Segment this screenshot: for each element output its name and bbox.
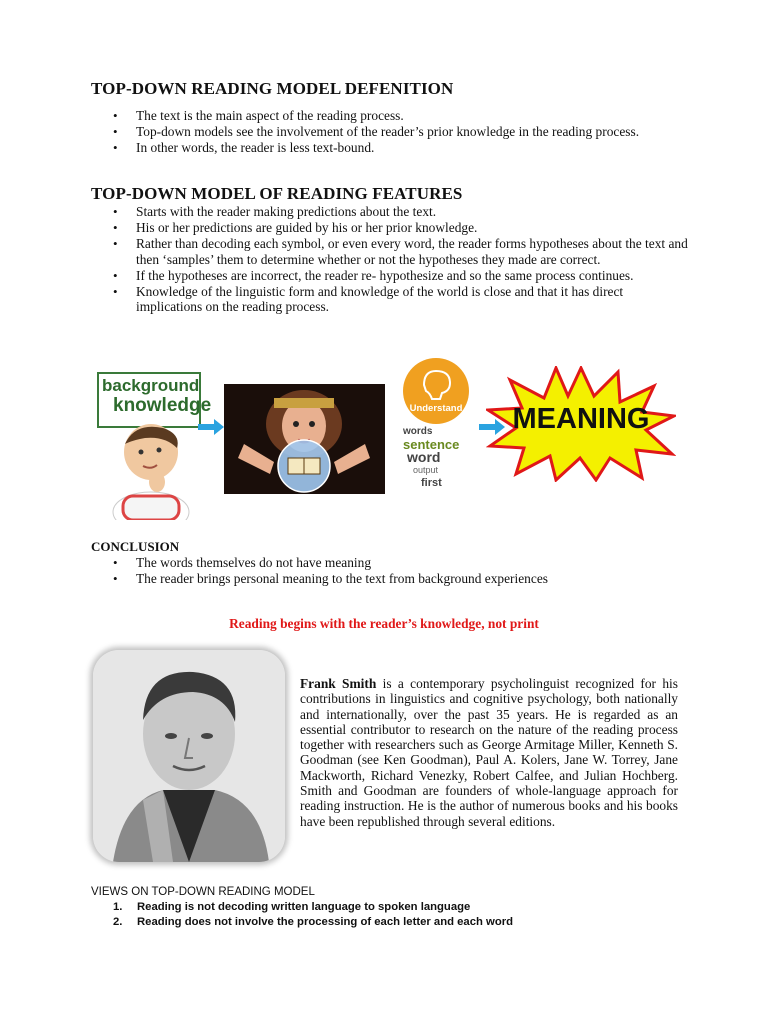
views-list: [91, 900, 691, 929]
section1-heading: TOP-DOWN READING MODEL DEFENITION: [91, 79, 454, 98]
section2-list: [91, 204, 691, 315]
list-item: • His or her predictions are guided by his or her prior knowledge.: [91, 220, 691, 235]
understand-label: Understand: [409, 403, 463, 414]
frank-smith-bio: [300, 676, 678, 829]
cloud-word: word: [407, 449, 441, 465]
list-item: [91, 915, 691, 930]
list-item: • The reader brings personal meaning to the text from background experiences: [91, 571, 691, 586]
list-item: • Rather than decoding each symbol, or even every word, the reader forms hypotheses about the text and then ‘samples’ them to determine whether or not the hypotheses they made are correct.: [91, 236, 691, 266]
frank-smith-photo: [93, 650, 285, 862]
key-quote: Reading begins with the reader’s knowledge, not print: [229, 616, 539, 631]
cloud-word: output: [413, 465, 439, 475]
word-cloud-graphic: [403, 425, 463, 520]
conclusion-list: [91, 555, 691, 587]
background-knowledge-graphic: [97, 372, 212, 428]
cloud-word: sentence: [403, 437, 460, 452]
understand-circle-graphic: [394, 357, 478, 425]
list-text: Reading is not decoding written language to spoken language: [137, 901, 471, 913]
section1-list: [91, 108, 691, 157]
views-title: VIEWS ON TOP-DOWN READING MODEL: [91, 886, 315, 898]
list-item: [91, 900, 691, 915]
list-item: • In other words, the reader is less text-bound.: [91, 140, 691, 155]
list-item: • The words themselves do not have meaning: [91, 555, 691, 570]
section2-heading: TOP-DOWN MODEL OF READING FEATURES: [91, 184, 463, 203]
background-word: background: [102, 376, 200, 395]
arrow-right-icon: [198, 419, 224, 435]
knowledge-word: knowledge: [113, 395, 212, 416]
list-item: • Knowledge of the linguistic form and knowledge of the world is close and that it has direct implications on the reading process.: [91, 284, 691, 314]
bio-name: Frank Smith: [300, 676, 377, 691]
list-text: Reading does not involve the processing of each letter and each word: [137, 915, 514, 928]
cloud-word: words: [403, 426, 433, 437]
bio-text: is a contemporary psycholinguist recognized for his contributions in linguistics and cognitive psychology, both nationally and internationally, over the past 35 years. He is regarded as an essential contributor to research on the nature of the reading process together with researchers such as George Armitage Miller, Kenneth S. Goodman (see Ken Goodman), Paul A. Kolers, Jane W. Torrey, Jane Mackworth, Richard Venezky, Robert Calfee, and Julian Hochberg. Smith and Goodman are founders of whole-language approach for reading instruction. He is the author of numerous books and his books have been republished through several editions.: [300, 676, 678, 829]
list-item: • Starts with the reader making predictions about the text.: [91, 204, 691, 219]
thinking-boy-illustration: [105, 424, 195, 520]
list-number: 1.: [113, 901, 123, 913]
conclusion-title: CONCLUSION: [91, 539, 180, 554]
list-item: • Top-down models see the involvement of the reader’s prior knowledge in the reading process.: [91, 124, 691, 139]
meaning-label: MEANING: [512, 403, 650, 435]
portrait-illustration: [93, 650, 285, 862]
list-item: • The text is the main aspect of the reading process.: [91, 108, 691, 123]
fortune-teller-illustration: [224, 384, 385, 494]
cloud-word: first: [421, 477, 442, 489]
list-number: 2.: [113, 915, 123, 928]
list-item: • If the hypotheses are incorrect, the reader re- hypothesize and so the same process continues.: [91, 268, 691, 283]
